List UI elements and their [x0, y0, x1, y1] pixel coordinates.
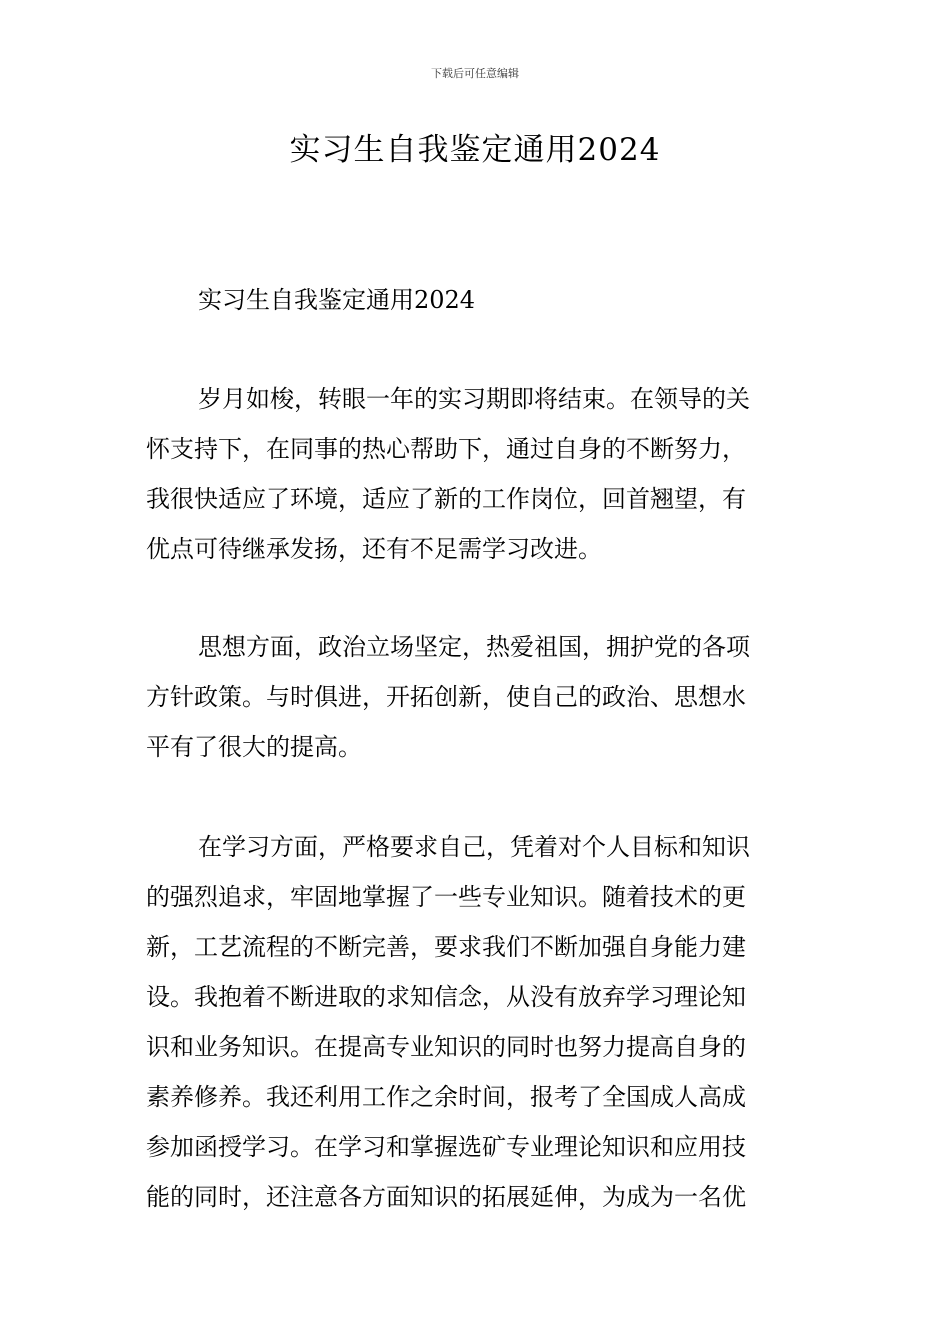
- paragraph-1: [146, 374, 808, 574]
- paragraph-line: 新，工艺流程的不断完善，要求我们不断加强自身能力建: [146, 933, 746, 961]
- paragraph-3: [146, 822, 808, 1222]
- paragraph-line: 岁月如梭，转眼一年的实习期即将结束。在领导的关: [198, 385, 750, 413]
- paragraph-line: 在学习方面，严格要求自己，凭着对个人目标和知识: [198, 833, 750, 861]
- paragraph-line: 素养修养。我还利用工作之余时间，报考了全国成人高成: [146, 1083, 746, 1111]
- paragraph-line: 方针政策。与时俱进，开拓创新，使自己的政治、思想水: [146, 683, 746, 711]
- header-note: 下载后可任意编辑: [431, 67, 519, 80]
- document-title: 实习生自我鉴定通用2024: [289, 132, 661, 168]
- paragraph-line: 识和业务知识。在提高专业知识的同时也努力提高自身的: [146, 1033, 746, 1061]
- paragraph-line: 怀支持下，在同事的热心帮助下，通过自身的不断努力，: [146, 435, 746, 463]
- paragraph-2: [146, 622, 808, 772]
- paragraph-line: 设。我抱着不断进取的求知信念，从没有放弃学习理论知: [146, 983, 746, 1011]
- paragraph-line: 思想方面，政治立场坚定，热爱祖国，拥护党的各项: [198, 633, 750, 661]
- paragraph-line: 我很快适应了环境，适应了新的工作岗位，回首翘望，有: [146, 485, 746, 513]
- paragraph-line: 能的同时，还注意各方面知识的拓展延伸，为成为一名优: [146, 1183, 746, 1211]
- paragraph-line: 平有了很大的提高。: [146, 733, 362, 761]
- paragraph-line: 优点可待继承发扬，还有不足需学习改进。: [146, 535, 602, 563]
- document-subtitle: 实习生自我鉴定通用2024: [198, 286, 476, 314]
- paragraph-line: 的强烈追求，牢固地掌握了一些专业知识。随着技术的更: [146, 883, 746, 911]
- paragraph-line: 参加函授学习。在学习和掌握选矿专业理论知识和应用技: [146, 1133, 746, 1161]
